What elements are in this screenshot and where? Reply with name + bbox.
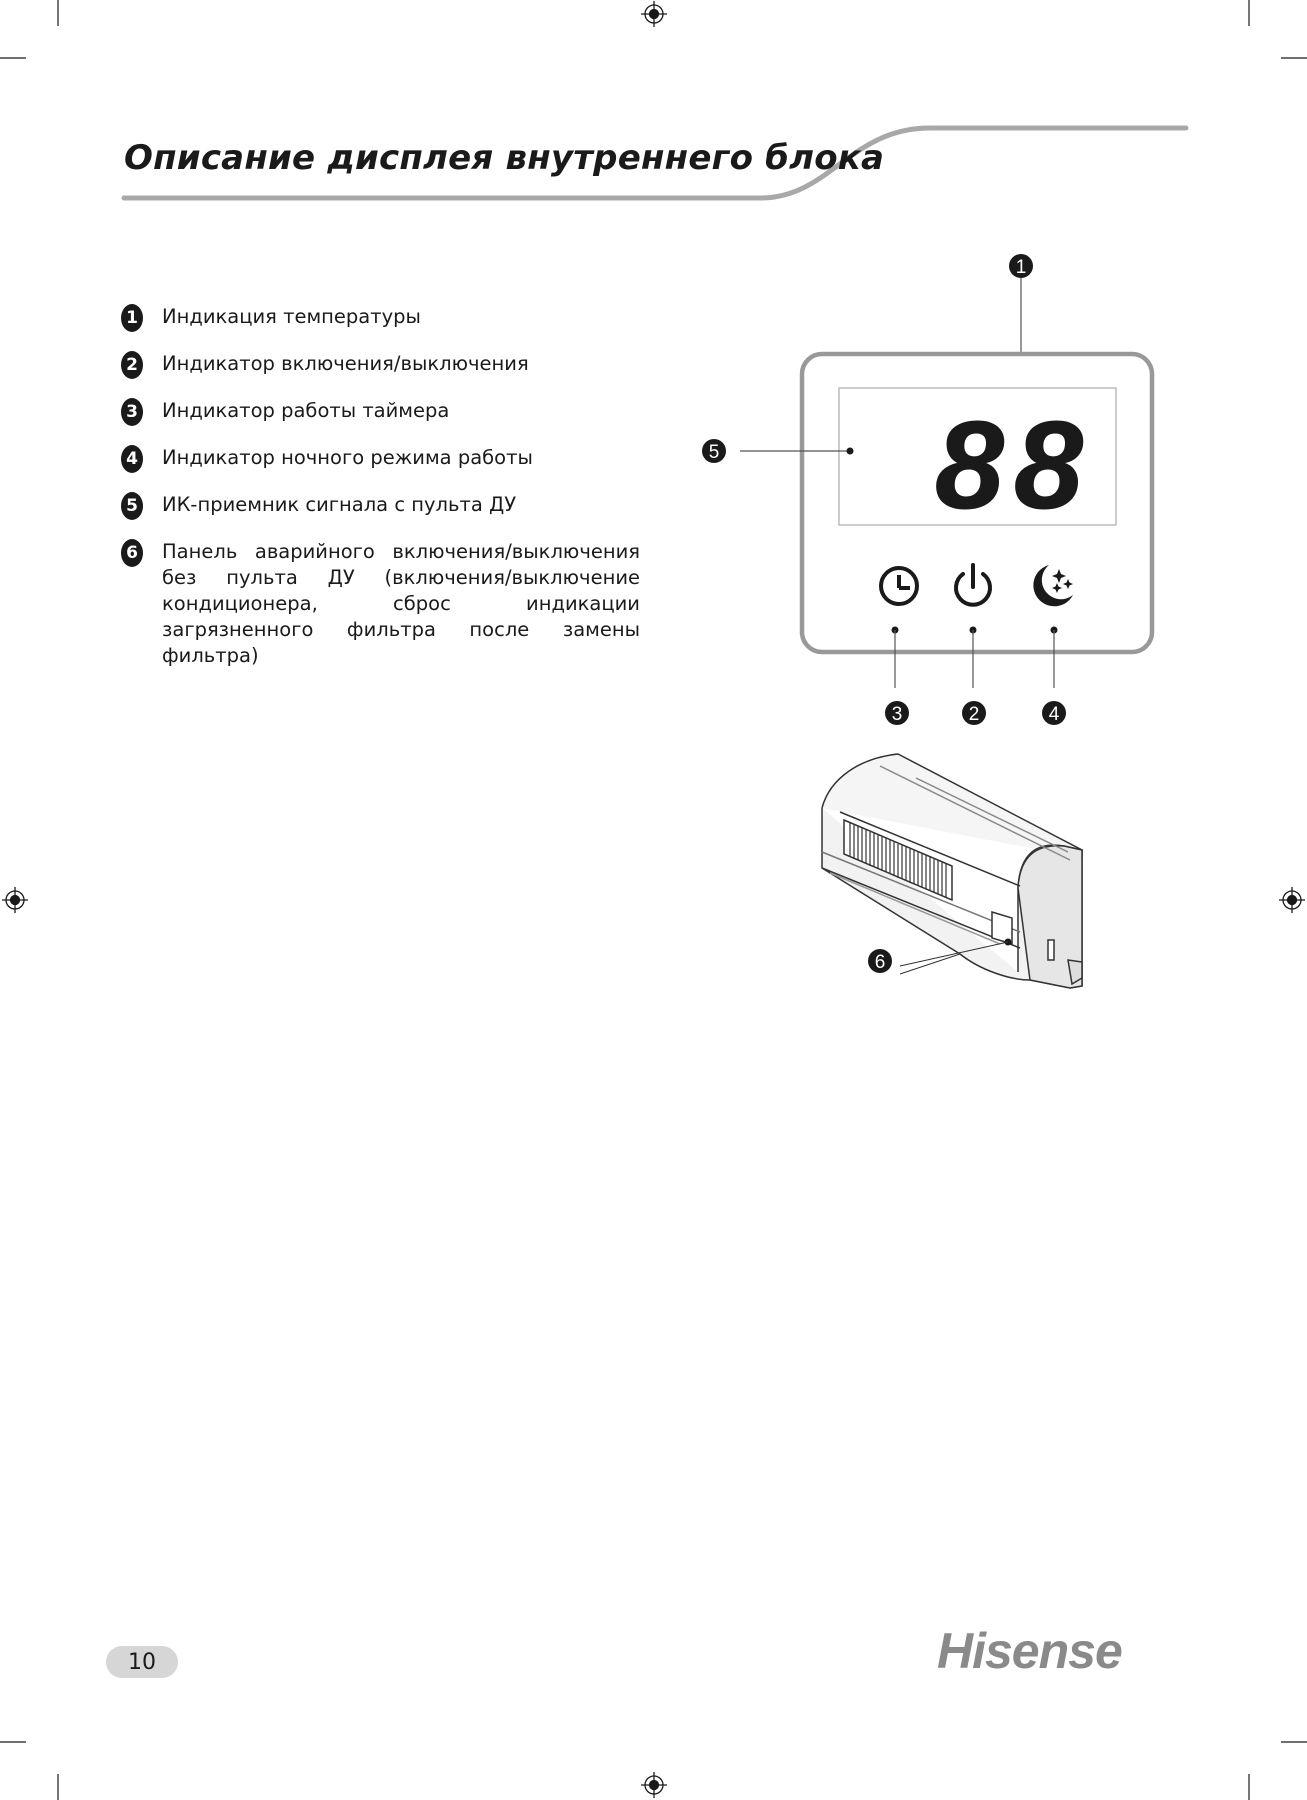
callout-3-label: 3: [891, 704, 903, 725]
display-diagram: [690, 240, 1170, 740]
list-number: 2: [121, 351, 143, 379]
callout-4-label: 4: [1048, 704, 1060, 725]
list-text: Индикатор включения/выключения: [162, 352, 529, 375]
page-number: 10: [106, 1646, 178, 1678]
list-number: 6: [121, 539, 143, 567]
callout-1-label: 1: [1015, 257, 1027, 278]
list-item: [121, 304, 641, 332]
list-text: ИК-приемник сигнала с пульта ДУ: [162, 493, 517, 516]
callout-5-label: 5: [708, 442, 720, 463]
callout-2-label: 2: [968, 704, 980, 725]
list-item: [121, 398, 641, 426]
list-item: [121, 445, 641, 473]
list-number: 3: [121, 398, 143, 426]
list-text: Индикация температуры: [162, 305, 421, 328]
list-text: Индикатор работы таймера: [162, 399, 450, 422]
legend-list: [121, 304, 641, 688]
indoor-unit-illustration: [820, 748, 1090, 1018]
list-item: [121, 539, 641, 669]
list-text: Панель аварийного включения/выключения без пульта ДУ (включения/выключение кондиционера, сброс индикации загрязненного фильтра после замены фильтра): [162, 540, 640, 667]
brand-logo: Hisense: [937, 1623, 1122, 1679]
list-item: [121, 351, 641, 379]
page-title: Описание дисплея внутреннего блока: [124, 138, 885, 178]
callout-6-label: 6: [874, 952, 886, 973]
list-item: [121, 492, 641, 520]
list-number: 4: [121, 445, 143, 473]
list-text: Индикатор ночного режима работы: [162, 446, 533, 469]
temperature-digits: 88: [935, 397, 1093, 535]
list-number: 5: [121, 492, 143, 520]
list-number: 1: [121, 304, 143, 332]
